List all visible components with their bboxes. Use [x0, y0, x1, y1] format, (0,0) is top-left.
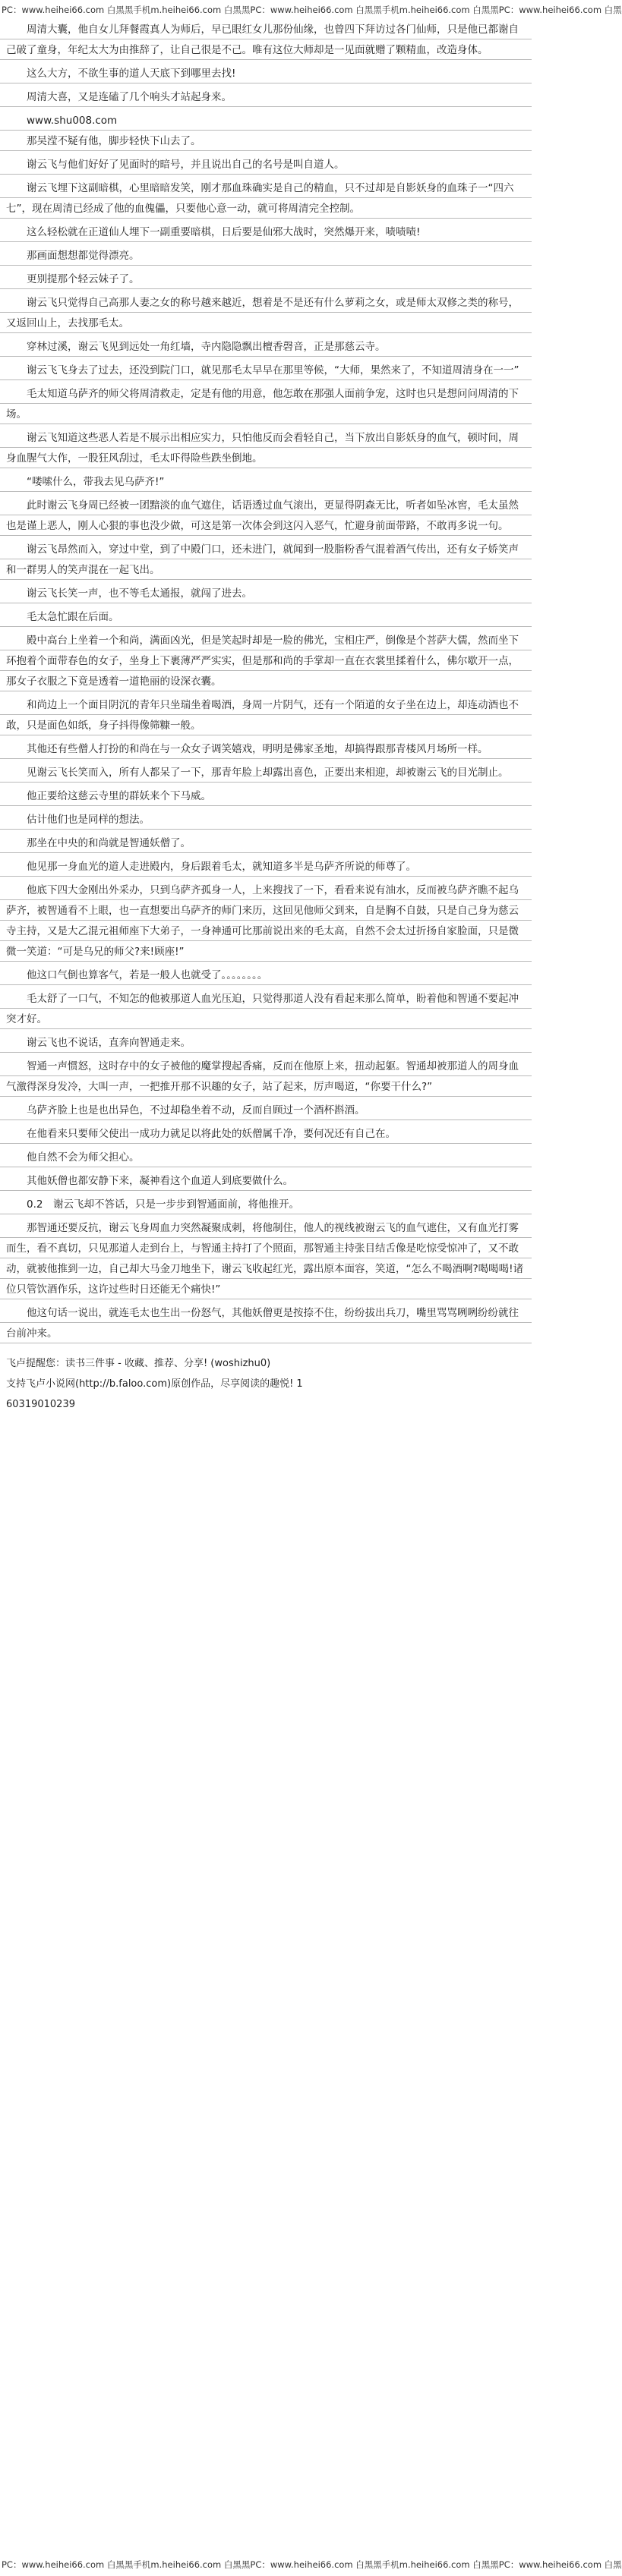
paragraph: 谢云飞埋下这副暗棋，心里暗暗发笑，刚才那血珠确实是自己的精血，只不过却是自影妖身的血珠子一“四六七”，现在周清已经成了他的血傀儡，只要他心意一动，就可将周清完全控制。 [0, 178, 532, 219]
reading-reminder: 飞卢提醒您：读书三件事 - 收藏、推荐、分享! (woshizhu0) [6, 1358, 271, 1369]
paragraph: 殿中高台上坐着一个和尚，满面凶光，但是笑起时却是一脸的佛光，宝相庄严，倒像是个菩萨大儒，然而坐下环抱着个面带春色的女子，坐身上下裹薄严严实实，但是那和尚的手掌却一直在衣裳里揉着什么，佛尔歇开一点，那女子衣服之下竟是透着一道艳丽的设深衣囊。 [0, 631, 532, 692]
watermark-banner-top: PC：www.heihei66.com 白黑黑手机m.heihei66.com 白黑黑PC：www.heihei66.com 白黑黑手机m.heihei66.com 白黑黑PC：www.heihei66.com 白黑 [0, 0, 533, 20]
paragraph: 谢云飞知道这些恶人若是不展示出相应实力，只怕他反而会看轻自己，当下放出自影妖身的血气，顿时间，周身血腥气大作，一股狂风刮过，毛太吓得险些跌坐倒地。 [0, 428, 532, 469]
paragraph: 其他妖僧也都安静下来，凝神看这个血道人到底要做什么。 [0, 1171, 532, 1192]
paragraph: 他自然不会为师父担心。 [0, 1148, 532, 1168]
paragraph: 智通一声惯怒，这时存中的女子被他的魔掌搜起香痛，反而在他原上来，扭动起躯。智通却被那道人的周身血气激得深身发冷，大叫一声，一把推开那不识趣的女子，站了起来，厉声喝道，“你要干什么?” [0, 1057, 532, 1097]
paragraph: 谢云飞长笑一声，也不等毛太通报，就闯了进去。 [0, 584, 532, 604]
paragraph: 他这口气倒也算客气，若是一般人也就受了。。。。。。。。 [0, 965, 532, 986]
paragraph: 他这句话一说出，就连毛太也生出一份怒气，其他妖僧更是按捺不住，纷纷拔出兵刀，嘴里骂骂咧咧纷纷就往台前冲来。 [0, 1303, 532, 1344]
paragraph: 更别提那个轻云妹子了。 [0, 269, 532, 290]
paragraph: 毛太舒了一口气，不知怎的他被那道人血光压迫，只觉得那道人没有看起来那么简单，盼着他和智通不要起冲突才好。 [0, 989, 532, 1030]
paragraph: 谢云飞昂然而入，穿过中堂，到了中殿门口，还未进门，就闻到一股脂粉香气混着酒气传出，还有女子娇笑声和一群男人的笑声混在一起飞出。 [0, 540, 532, 581]
source-credit-link[interactable]: 支持飞卢小说网(http://b.faloo.com)原创作品，尽享阅读的趣悦! 1 [6, 1378, 303, 1390]
paragraph: 毛太知道乌萨齐的师父将周清救走，定是有他的用意，他怎敢在那强人面前争宠，这时也只是想问问周清的下场。 [0, 384, 532, 425]
paragraph: 那画面想想都觉得漂亮。 [0, 246, 532, 266]
paragraph: 谢云飞与他们好好了见面时的暗号，并且说出自己的名号是叫自道人。 [0, 155, 532, 175]
paragraph: 那智通还要反抗，谢云飞身周血力突然凝聚成刺，将他制住，他人的视线被谢云飞的血气遮住，又有血光打雾而生，看不真切，只见那道人走到台上，与智通主持打了个照面，那智通主持张目结舌像是吃惊受惊冲了，又不敢动，就被他推到一边，自己却大马金刀地坐下，谢云飞收起红光，露出原本面容，笑道，“怎么不喝酒啊?喝喝喝!诸位只管饮酒作乐，这许过些时日还能无个痛快!” [0, 1218, 532, 1300]
paragraph: 他见那一身血光的道人走进殿内，身后跟着毛太，就知道多半是乌萨齐所说的师尊了。 [0, 857, 532, 877]
chapter-id: 60319010239 [6, 1399, 75, 1410]
paragraph: 他正要给这慈云寺里的群妖来个下马威。 [0, 786, 532, 807]
paragraph: 谢云飞只觉得自己高那人妻之女的称号越来越近，想着是不是还有什么萝莉之女，或是师太双修之类的称号，又返回山上，去找那毛太。 [0, 293, 532, 334]
paragraph: 他底下四大金刚出外采办，只到乌萨齐孤身一人，上来搜找了一下，看看来说有油水，反而被乌萨齐瞧不起乌萨齐，被智通看不上眼，也一直想要出乌萨齐的师门来历，这回见他师父到来，自是胸不自鼓，只是自己身为慈云寺主持，又是大乙混元祖师座下大弟子，一身神通可比那前说出来的毛太高，自然不会太过折扬自家脸面，只是微微一笑道：“可是乌兄的师父?来!顾座!” [0, 880, 532, 962]
paragraph: 这么轻松就在正道仙人埋下一副重要暗棋，日后要是仙邪大战时，突然爆开来，啧啧啧! [0, 222, 532, 243]
paragraph: 毛太急忙跟在后面。 [0, 607, 532, 628]
paragraph: 那坐在中央的和尚就是智通妖僧了。 [0, 833, 532, 854]
paragraph: 这么大方，不欲生事的道人天底下到哪里去找! [0, 64, 532, 84]
paragraph: 谢云飞飞身去了过去，还没到院门口，就见那毛太早早在那里等候，“大师，果然来了，不知道周清身在一一” [0, 361, 532, 381]
paragraph: 乌萨齐脸上也是也出异色，不过却稳坐着不动，反而自顾过一个酒杯斟酒。 [0, 1101, 532, 1121]
watermark-banner-bottom: PC：www.heihei66.com 白黑黑手机m.heihei66.com 白黑黑PC：www.heihei66.com 白黑黑手机m.heihei66.com 白黑黑PC：www.heihei66.com 白黑 [0, 2555, 533, 2574]
paragraph: 见谢云飞长笑而入，所有人都呆了一下，那青年脸上却露出喜色，正要出来相迎，却被谢云飞的目光制止。 [0, 763, 532, 783]
paragraph: 在他看来只要师父使出一成功力就足以将此处的妖僧属千净，要何况还有自己在。 [0, 1124, 532, 1145]
paragraph: 其他还有些僧人打扮的和尚在与一众女子调笑嬉戏，明明是佛家圣地，却搞得跟那青楼风月场所一样。 [0, 739, 532, 760]
paragraph: 周清大囊，他自女儿拜餐霞真人为师后，早已眼红女儿那份仙缘，也曾四下拜访过各门仙师，只是他已都谢自己破了童身，年纪太大为由推辞了，让自己很是不己。唯有这位大师却是一见面就赠了颗精血，改造身体。 [0, 20, 532, 61]
paragraph: 周清大喜，又是连磕了几个响头才站起身来。 [0, 87, 532, 108]
paragraph: 估计他们也是同样的想法。 [0, 810, 532, 830]
chapter-content [0, 20, 532, 2555]
paragraph: 0.2 谢云飞却不答话，只是一步步到智通面前，将他推开。 [0, 1195, 532, 1215]
paragraph: 穿林过溪，谢云飞见到远处一角红墙，寺内隐隐飘出檀香磬音，正是那慈云寺。 [0, 337, 532, 357]
paragraph: “喽嗦什么，带我去见乌萨齐!” [0, 472, 532, 493]
paragraph: 和尚边上一个面目阴沉的青年只坐瑞坐着喝酒，身周一片阴气，还有一个陌道的女子坐在边上，却连动酒也不敢，只是面色如纸，身子抖得像筛糠一般。 [0, 695, 532, 736]
paragraph: 此时谢云飞身周已经被一团黯淡的血气遮住，话语透过血气滚出，更显得阴森无比，听者如坠冰窖，毛太虽然也是谨上恶人，刚人心狠的事也没少做，可这是第一次体会到这闪入恶气，忙避身前面带路，不敢再多说一句。 [0, 496, 532, 537]
paragraph: www.shu008.com 那吴滢不疑有他，脚步轻快下山去了。 [0, 111, 532, 152]
paragraph: 谢云飞也不说话，直奔向智通走来。 [0, 1033, 532, 1053]
